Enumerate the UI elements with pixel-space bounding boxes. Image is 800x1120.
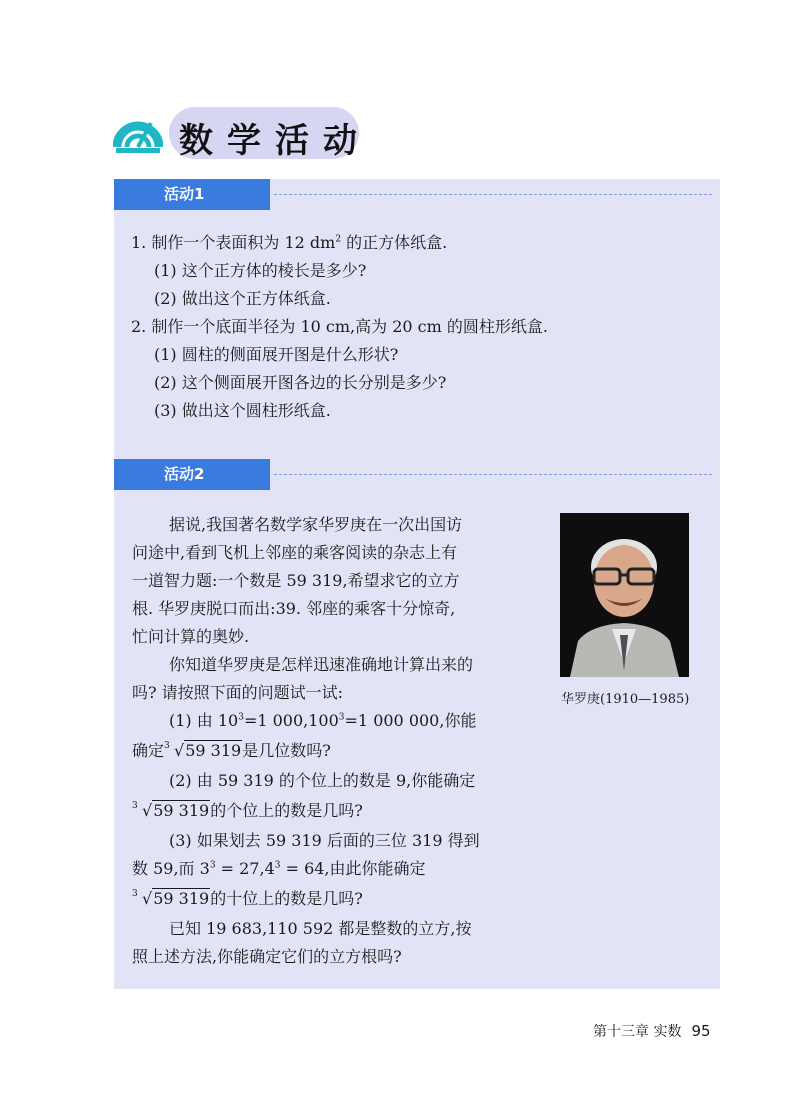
activity2-tab: 活动2 bbox=[114, 459, 270, 490]
divider-dashed bbox=[274, 474, 712, 475]
p1-line: 忙问计算的奥妙. bbox=[132, 627, 250, 646]
cube-root: 3 √59 319 bbox=[164, 741, 242, 760]
p1-line: 一道智力题:一个数是 59 319,希望求它的立方 bbox=[132, 571, 460, 590]
step3-line: (3) 如果划去 59 319 后面的三位 319 得到 bbox=[169, 831, 480, 850]
portrait-photo bbox=[560, 513, 689, 677]
q2-sub3: (3) 做出这个圆柱形纸盒. bbox=[154, 401, 331, 420]
p1-line: 据说,我国著名数学家华罗庚在一次出国访 bbox=[169, 515, 463, 534]
step2-line: (2) 由 59 319 的个位上的数是 9,你能确定 bbox=[169, 771, 476, 790]
q2-sub2: (2) 这个侧面展开图各边的长分别是多少? bbox=[154, 373, 447, 392]
p2-line: 吗? 请按照下面的问题试一试: bbox=[132, 683, 344, 702]
step3-cbrt-line: 3 √59 319的十位上的数是几吗? bbox=[132, 889, 363, 908]
portrait-image bbox=[560, 513, 689, 677]
q2-line: 2. 制作一个底面半径为 10 cm,高为 20 cm 的圆柱形纸盒. bbox=[131, 317, 548, 336]
p3-line: 已知 19 683,110 592 都是整数的立方,按 bbox=[169, 919, 472, 938]
section-header bbox=[113, 105, 373, 161]
portrait-caption: 华罗庚(1910—1985) bbox=[561, 692, 690, 707]
page-footer bbox=[593, 1021, 711, 1041]
p1-line: 根. 华罗庚脱口而出:39. 邻座的乘客十分惊奇, bbox=[132, 599, 456, 618]
gauge-icon bbox=[113, 109, 163, 159]
page-title: 数学活动 bbox=[179, 121, 371, 161]
page-number: 95 bbox=[691, 1022, 711, 1040]
activity1-tab: 活动1 bbox=[114, 179, 270, 210]
step3-line2: 数 59,而 $3^3 = 27,4^3 = 64$,由此你能确定 bbox=[132, 859, 426, 878]
chapter-label: 第十三章 实数 bbox=[593, 1024, 682, 1040]
q1-sub2: (2) 做出这个正方体纸盒. bbox=[154, 289, 331, 308]
cube-root: 3 √59 319 bbox=[132, 889, 210, 908]
p1-line: 问途中,看到飞机上邻座的乘客阅读的杂志上有 bbox=[132, 543, 458, 562]
q1-line: 1. 制作一个表面积为 12 $dm^2$ 的正方体纸盒. bbox=[131, 233, 448, 252]
p2-line: 你知道华罗庚是怎样迅速准确地计算出来的 bbox=[169, 655, 474, 674]
p3-line: 照上述方法,你能确定它们的立方根吗? bbox=[132, 947, 402, 966]
step2-cbrt-line: 3 √59 319的个位上的数是几吗? bbox=[132, 801, 363, 820]
step1-cbrt-line: 确定 3 √59 319是几位数吗? bbox=[132, 741, 331, 760]
cube-root: 3 √59 319 bbox=[132, 801, 210, 820]
divider-dashed bbox=[274, 194, 712, 195]
q1-sub1: (1) 这个正方体的棱长是多少? bbox=[154, 261, 367, 280]
q2-sub1: (1) 圆柱的侧面展开图是什么形状? bbox=[154, 345, 399, 364]
step1-line: (1) 由 $10^3=1$ $000,100^3=1$ 000 000,你能 bbox=[169, 711, 477, 730]
